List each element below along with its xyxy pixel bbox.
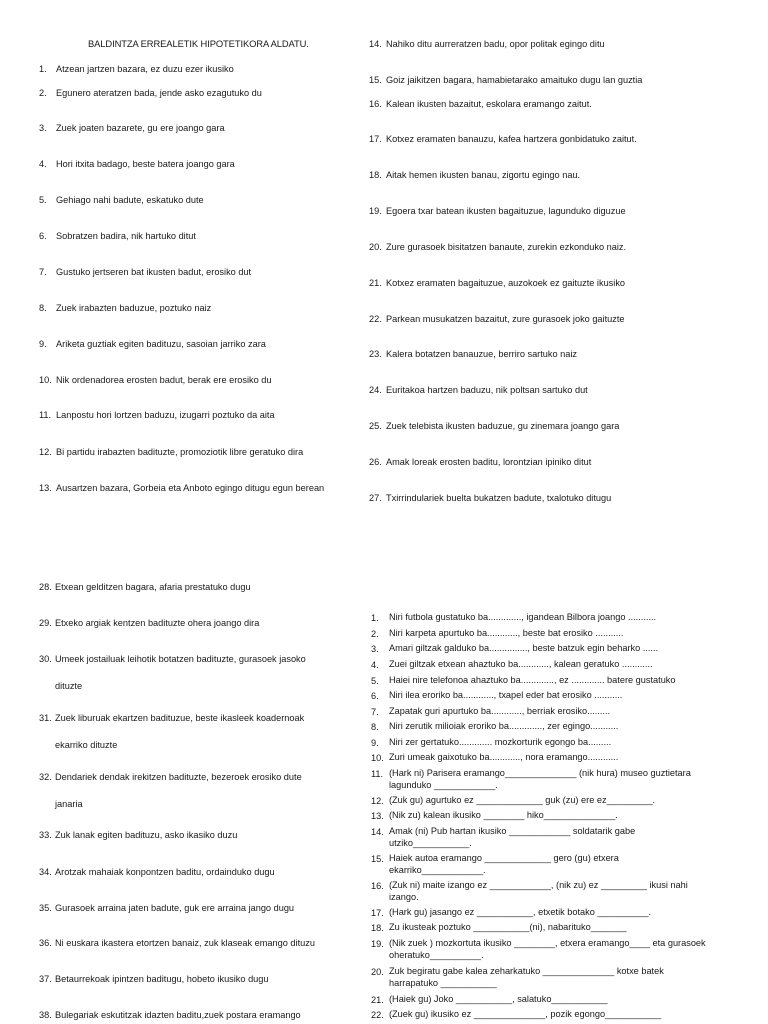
item-text: Zuek telebista ikusten baduzue, gu zinemara joango gara <box>386 421 620 431</box>
item-number: 10. <box>371 753 384 763</box>
item-text-continued: harrapatuko ___________ <box>389 978 497 988</box>
item-text: Bi partidu irabazten badituzte, promoziotik libre geratuko dira <box>56 447 304 457</box>
item-number: 35. <box>39 903 52 913</box>
item-text: Gustuko jertseren bat ikusten badut, erosiko dut <box>56 267 252 277</box>
item-text: Niri zer gertatuko............. mozkorturik egongo ba......... <box>389 737 612 747</box>
item-number: 21. <box>369 278 382 288</box>
item-text: Niri zerutik milioiak eroriko ba............., zer egingo........... <box>389 721 619 731</box>
item-number: 3. <box>371 644 379 654</box>
item-number: 5. <box>371 676 379 686</box>
item-text: Niri karpeta apurtuko ba............, beste bat erosiko ........... <box>389 628 624 638</box>
item-text: Umeek jostailuak leihotik botatzen badituzte, gurasoek jasoko <box>55 654 306 664</box>
item-text: Ausartzen bazara, Gorbeia eta Anboto egingo ditugu egun berean <box>56 483 325 493</box>
item-number: 6. <box>39 231 47 241</box>
item-number: 3. <box>39 123 47 133</box>
item-number: 30. <box>39 654 52 664</box>
item-text: Zuek liburuak ekartzen badituzue, beste ikasleek koadernoak <box>55 713 305 723</box>
item-number: 24. <box>369 385 382 395</box>
item-text: (Nik zuek ) mozkortuta ikusiko ________, etxera eramango____ eta gurasoek <box>389 938 706 948</box>
item-number: 10. <box>39 375 52 385</box>
item-number: 17. <box>371 908 384 918</box>
item-text: Parkean musukatzen bazaitut, zure gurasoek joko gaituzte <box>386 314 625 324</box>
item-number: 14. <box>369 39 382 49</box>
item-number: 14. <box>371 827 384 837</box>
item-number: 6. <box>371 691 379 701</box>
item-text: Betaurrekoak ipintzen baditugu, hobeto ikusiko dugu <box>55 974 269 984</box>
item-text: Zuei giltzak etxean ahaztuko ba............, kalean geratuko ............ <box>389 659 653 669</box>
item-text: Goiz jaikitzen bagara, hamabietarako amaituko dugu lan guztia <box>386 75 643 85</box>
item-number: 16. <box>369 99 382 109</box>
item-text: Zuk begiratu gabe kalea zeharkatuko ______________ kotxe batek <box>389 966 664 976</box>
item-text-continued: ekarriko dituzte <box>55 740 118 750</box>
item-text: Nahiko ditu aurreratzen badu, opor politak egingo ditu <box>386 39 605 49</box>
item-text: Egoera txar batean ikusten bagaituzue, lagunduko diguzue <box>386 206 626 216</box>
item-text: Zuek irabazten baduzue, poztuko naiz <box>56 303 212 313</box>
item-text: Kalera botatzen banauzue, berriro sartuko naiz <box>386 349 578 359</box>
item-number: 20. <box>371 967 384 977</box>
item-text-continued: lagunduko ____________. <box>389 780 498 790</box>
page-title: BALDINTZA ERREALETIK HIPOTETIKORA ALDATU. <box>88 38 309 49</box>
item-number: 37. <box>39 974 52 984</box>
item-text: Gehiago nahi badute, eskatuko dute <box>56 195 204 205</box>
item-text: Ariketa guztiak egiten badituzu, sasoian jarriko zara <box>56 339 266 349</box>
item-number: 1. <box>39 64 47 74</box>
item-text: Gurasoek arraina jaten badute, guk ere arraina jango dugu <box>55 903 295 913</box>
item-text: Zapatak guri apurtuko ba............, berriak erosiko......... <box>389 706 611 716</box>
item-number: 21. <box>371 995 384 1005</box>
item-text: Etxeko argiak kentzen badituzte ohera joango dira <box>55 618 260 628</box>
item-number: 38. <box>39 1010 52 1020</box>
item-number: 17. <box>369 134 382 144</box>
item-number: 26. <box>369 457 382 467</box>
item-text: Amak loreak erosten baditu, lorontzian ipiniko ditut <box>386 457 592 467</box>
item-number: 27. <box>369 493 382 503</box>
item-number: 22. <box>371 1010 384 1020</box>
item-text: Bulegariak eskutitzak idazten baditu,zuek postara eramango <box>55 1010 301 1020</box>
item-number: 12. <box>39 447 52 457</box>
item-number: 19. <box>371 939 384 949</box>
item-text-continued: utziko___________. <box>389 838 472 848</box>
item-text: (Hark ni) Parisera eramango______________ (nik hura) museo guztietara <box>389 768 691 778</box>
item-text: Zure gurasoek bisitatzen banaute, zurekin ezkonduko naiz. <box>386 242 627 252</box>
item-number: 11. <box>371 769 384 779</box>
item-number: 1. <box>371 613 379 623</box>
item-number: 19. <box>369 206 382 216</box>
item-text: Zu ikusteak poztuko ___________(ni), nabarituko_______ <box>389 922 627 932</box>
item-text: Dendariek dendak irekitzen badituzte, bezeroek erosiko dute <box>55 772 302 782</box>
item-text: Zuek joaten bazarete, gu ere joango gara <box>56 123 225 133</box>
item-number: 28. <box>39 582 52 592</box>
item-number: 33. <box>39 830 52 840</box>
item-number: 18. <box>369 170 382 180</box>
item-number: 2. <box>371 629 379 639</box>
item-number: 16. <box>371 881 384 891</box>
item-number: 7. <box>371 707 379 717</box>
item-text-continued: dituzte <box>55 681 83 691</box>
item-number: 23. <box>369 349 382 359</box>
item-text: Kotxez eramaten banauzu, kafea hartzera gonbidatuko zaitut. <box>386 134 637 144</box>
item-text: Euritakoa hartzen baduzu, nik poltsan sartuko dut <box>386 385 588 395</box>
item-number: 34. <box>39 867 52 877</box>
item-text: Nik ordenadorea erosten badut, berak ere erosiko du <box>56 375 272 385</box>
item-text: (Zuek gu) ikusiko ez ______________, pozik egongo___________ <box>389 1009 662 1019</box>
item-number: 13. <box>39 483 52 493</box>
item-number: 15. <box>369 75 382 85</box>
item-number: 4. <box>39 159 47 169</box>
item-number: 20. <box>369 242 382 252</box>
item-text: (Hark gu) jasango ez ___________, etxetik botako __________. <box>389 907 652 917</box>
item-number: 15. <box>371 854 384 864</box>
item-text: (Haiek gu) Joko ___________, salatuko___________ <box>389 994 608 1004</box>
item-text: Niri ilea eroriko ba............, txapel eder bat erosiko ........... <box>389 690 623 700</box>
item-text: Haiei nire telefonoa ahaztuko ba............., ez ............. batere gustatuko <box>389 675 676 685</box>
item-text: Ni euskara ikastera etortzen banaiz, zuk klaseak emango dituzu <box>55 938 315 948</box>
item-text: Kotxez eramaten bagaituzue, auzokoek ez gaituzte ikusiko <box>386 278 626 288</box>
item-text: Txirrindulariek buelta bukatzen badute, txalotuko ditugu <box>386 493 612 503</box>
item-number: 8. <box>371 722 379 732</box>
item-text: Lanpostu hori lortzen baduzu, izugarri poztuko da aita <box>56 410 275 420</box>
item-number: 22. <box>369 314 382 324</box>
item-number: 31. <box>39 713 52 723</box>
item-number: 36. <box>39 938 52 948</box>
item-text: Sobratzen badira, nik hartuko ditut <box>56 231 196 241</box>
item-text: (Zuk ni) maite izango ez ____________, (nik zu) ez _________ ikusi nahi <box>389 880 688 890</box>
item-number: 9. <box>39 339 47 349</box>
item-text-continued: ekarriko____________. <box>389 865 486 875</box>
item-text: (Nik zu) kalean ikusiko ________ hiko______________. <box>389 810 618 820</box>
item-text: Zuk lanak egiten badituzu, asko ikasiko duzu <box>55 830 238 840</box>
item-text-continued: janaria <box>55 799 83 809</box>
item-number: 13. <box>371 811 384 821</box>
item-text: Zuri umeak gaixotuko ba............, nora eramango............ <box>389 752 619 762</box>
item-number: 12. <box>371 796 384 806</box>
item-number: 7. <box>39 267 47 277</box>
item-text: (Zuk gu) agurtuko ez _____________ guk (zu) ere ez_________. <box>389 795 656 805</box>
item-number: 25. <box>369 421 382 431</box>
item-text-continued: izango. <box>389 892 419 902</box>
item-text-continued: oheratuko__________. <box>389 950 484 960</box>
item-number: 9. <box>371 738 379 748</box>
item-text: Arotzak mahaiak konpontzen baditu, ordainduko dugu <box>55 867 275 877</box>
item-text: Haiek autoa eramango _____________ gero (gu) etxera <box>389 853 619 863</box>
item-text: Aitak hemen ikusten banau, zigortu egingo nau. <box>386 170 581 180</box>
item-text: Hori itxita badago, beste batera joango gara <box>56 159 235 169</box>
item-number: 4. <box>371 660 379 670</box>
item-number: 2. <box>39 88 47 98</box>
item-text: Niri futbola gustatuko ba............., igandean Bilbora joango ........... <box>389 612 657 622</box>
item-number: 11. <box>39 410 52 420</box>
item-number: 8. <box>39 303 47 313</box>
item-text: Amak (ni) Pub hartan ikusiko ____________ soldatarik gabe <box>389 826 636 836</box>
item-text: Etxean gelditzen bagara, afaria prestatuko dugu <box>55 582 251 592</box>
item-text: Atzean jartzen bazara, ez duzu ezer ikusiko <box>56 64 234 74</box>
item-number: 5. <box>39 195 47 205</box>
item-number: 29. <box>39 618 52 628</box>
item-number: 18. <box>371 923 384 933</box>
item-text: Amari giltzak galduko ba..............., beste batzuk egin beharko ...... <box>389 643 659 653</box>
item-number: 32. <box>39 772 52 782</box>
item-text: Egunero ateratzen bada, jende asko ezagutuko du <box>56 88 262 98</box>
item-text: Kalean ikusten bazaitut, eskolara eramango zaitut. <box>386 99 592 109</box>
